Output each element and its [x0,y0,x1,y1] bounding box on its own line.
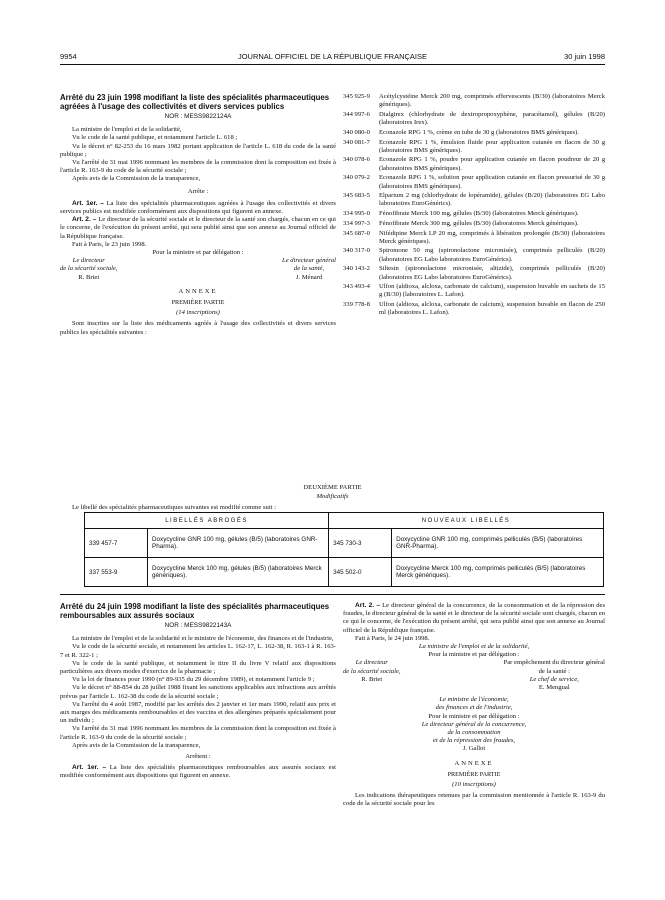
para: Vu l'arrêté du 31 mai 1996 nommant les membres de la commission dont la composition est fixée à l'article R. 163-9 du code de la sécurité sociale ; [60,159,336,175]
col-new-header: NOUVEAUX LIBELLÉS [329,513,604,529]
page-header [60,52,605,64]
cip-code: 334 995-0 [343,210,370,218]
para: Vu le décret n° 88-854 du 28 juillet 1988 fixant les sanctions applicables aux infractions aux arrêtés prévus par l'article L. 162-38 du code de la sécurité sociale ; [60,684,336,700]
para: La ministre de l'emploi et de la solidarité et le ministre de l'économie, des finances et de l'industrie, [72,635,334,643]
modifications-table [84,512,604,587]
arrete-2-continued [343,602,605,809]
annexe-heading: ANNEXE [178,287,218,295]
cip-code: 339 778-8 [343,301,370,309]
cip-code: 344 997-6 [343,110,370,118]
arrete-2-title: Arrêté du 24 juin 1998 modifiant la liste des spécialités pharmaceutiques remboursables aux assurés sociaux [60,602,330,620]
cip-code: 334 997-3 [343,219,370,227]
signatures: Le directeur de la sécurité sociale, R. Briet Le directeur général de la santé, J. Ménard [60,257,336,281]
list-item [343,247,605,263]
list-item [343,156,605,172]
cip-code: 345 687-0 [343,229,370,237]
para: Vu le code de la sécurité sociale, et notamment les articles L. 162-17, L. 162-38, R. 163-1 à R. 163-7 et R. 322-1 ; [60,643,336,659]
cip-code: 340 143-2 [343,265,370,273]
cip-code: 340 081-7 [343,138,370,146]
article-1: Art. 1er. – La liste des spécialités pharmaceutiques agréées à l'usage des collectivités et divers services publics est modifiée conformément aux dispositions qui figurent en annexe. [60,199,336,216]
list-item [343,111,605,127]
product-description: Acétylcystéine Merck 200 mg, comprimés effervescents (B/30) (laboratoires Merck génériques). [379,93,605,109]
header-rule [60,64,605,65]
part2-intro: Le libellé des spécialités pharmaceutiques suivantes est modifié comme suit : [72,504,276,511]
done-at: Fait à Paris, le 23 juin 1998. [72,240,147,248]
product-description: Elparium 2 mg (chlorhydrate de lopéramide), gélules (B/20) (laboratoires EG Labo laboratoires EuroGénérics). [379,192,605,208]
article-1: Art. 1er. – La liste des spécialités pharmaceutiques remboursables aux assurés sociaux est modifiée conformément aux dispositions qui figurent en annexe. [60,764,336,780]
para: Vu la loi de finances pour 1990 (n° 89-935 du 29 décembre 1989), et notamment l'article 9 ; [72,676,315,684]
list-item [343,129,605,137]
para: Vu l'arrêté du 4 août 1987, modifié par les arrêtés des 2 janvier et 1er mars 1990, relatif aux prix et aux marges des médicaments remboursables et des vaccins et des allergènes préparés spécialement pour un individu ; [60,700,336,725]
list-item [343,265,605,281]
article-2: Art. 2. – Le directeur général de la concurrence, de la consommation et de la répression des fraudes, le directeur général de la santé et le directeur de la sécurité sociale sont chargés, chacun en ce qui le concerne, de l'exécution du présent arrêté, qui sera publié ainsi que son annexe au Journal officiel de la République française. [343,602,606,634]
cip-code: 340 079-2 [343,174,370,182]
product-description: Nifédipine Merck LP 20 mg, comprimés à libération prolongée (B/30) (laboratoires Merck génériques). [379,229,605,245]
signatory-name: E. Mengual [538,684,570,692]
minister-title: La ministre de l'emploi et de la solidarité, [418,643,530,651]
list-item [343,230,605,246]
signatory-name: R. Briet [78,273,100,281]
product-description: Ulfon (aldioxa, alcloxa, carbonate de calcium), suspension buvable en sachets de 15 g (B/30) (laboratoires L. Lafon). [379,283,605,299]
part2-subheading: Modificatifs [316,493,349,500]
done-at: Fait à Paris, le 24 juin 1998. [355,634,430,642]
para: Vu le code de la santé publique, et notamment l'article L. 618 ; [72,134,238,142]
list-item [343,283,605,299]
signatory-name: J. Ménard [295,273,323,281]
para: La ministre de l'emploi et de la solidarité, [72,126,182,134]
minister-2: Le ministre de l'économie, des finances et de l'industrie, Pour le ministre et par délégation : Le directeur général de la concurrence, de la consommation et de la répression des fraudes, J. Gallot [343,696,605,753]
arrete-1-nor: NOR : MESS9822124A [164,113,232,120]
product-description: Fénofibrate Merck 100 mg, gélules (B/30) (laboratoires Merck génériques). [379,210,579,218]
signatory-name: R. Briet [361,675,383,683]
part-heading: PREMIÈRE PARTIE [447,770,501,778]
product-description: Spiromone 50 mg (spironolactone micronisée), comprimés pelliculés (B/20) (laboratoires EG Labo laboratoires EuroGénérics). [379,247,605,263]
cip-code: 345 925-9 [343,93,370,100]
para: Vu le code de la santé publique, et notamment le titre II du livre V relatif aux dispositions particulières aux divers modes d'exercice de la pharmacie ; [60,659,336,676]
delegation: Pour la ministre et par délégation : [152,249,244,257]
annexe-intro: Les indications thérapeutiques retenues par la commission mentionnée à l'article R. 163-9 du code de la sécurité sociale pour les [343,792,605,808]
para: Après avis de la Commission de la transparence, [72,741,201,749]
product-description: Dialgirex (chlorhydrate de dextropropoxyphène, paracétamol), gélules (B/20) (laboratoires Irex). [379,110,605,127]
cip-code: 340 078-6 [343,156,370,164]
delegation: Pour la ministre et par délégation : [428,651,520,659]
signatures: Le directeur de la sécurité sociale, R. Briet Par empêchement du directeur général de la santé : Le chef de service, E. Mengual [343,659,605,692]
product-description: Fénofibrate Merck 300 mg, gélules (B/30) (laboratoires Merck génériques). [379,219,579,227]
journal-title: JOURNAL OFFICIEL DE LA RÉPUBLIQUE FRANÇAISE [237,52,428,61]
para: Vu le décret n° 82-253 du 16 mars 1982 portant application de l'article L. 618 du code de la santé publique ; [60,142,336,158]
arrete-2 [60,602,336,781]
product-description: Ulfon (aldioxa, alcloxa, carbonate de calcium), suspension buvable en flacon de 250 ml (laboratoires L. Lafon). [379,301,605,317]
arrete-word: Arrête : [187,187,209,195]
table-row: 337 553-9 Doxycycline Merck 100 mg, gélules (B/5) (laboratoires Merck génériques). 345 502-0 Doxycycline Merck 100 mg, comprimés pelliculés (B/5) (laboratoires Merck génériques). [85,558,604,587]
arrete-1-title: Arrêté du 23 juin 1998 modifiant la liste des spécialités pharmaceutiques agréées à l'usage des collectivités et divers services publics [60,93,330,111]
col-old-header: LIBELLÉS ABROGÉS [85,513,329,529]
list-item [343,301,605,317]
list-item [343,210,605,218]
cip-code: 340 317-0 [343,247,370,255]
para: Vu l'arrêté du 31 mai 1996 nommant les membres de la commission dont la composition est fixée à l'article R. 163-9 du code de la sécurité sociale ; [60,725,336,741]
list-item [343,139,605,155]
article-2: Art. 2. – Le directeur de la sécurité sociale et le directeur de la santé son chargés, chacun en ce qui le concerne, de l'exécution du présent arrêté, qui sera publié ainsi que son annexe au Journal officiel de la République française. [60,216,337,240]
annexe-heading: ANNEXE [454,759,494,767]
list-item [343,220,605,228]
inscriptions-count: (10 inscriptions) [452,781,496,789]
cip-code: 340 080-0 [343,128,370,136]
cip-code: 345 683-5 [343,192,370,200]
product-description: Econazole RPG 1 %, crème en tube de 30 g (laboratoires BMS génériques). [379,128,579,136]
arretent-word: Arrêtent : [185,753,211,761]
para: Après avis de la Commission de la transparence, [72,175,201,183]
cip-code: 343 493-4 [343,283,370,291]
part-heading: PREMIÈRE PARTIE [171,299,225,307]
part2-heading: DEUXIÈME PARTIE [303,484,362,491]
signatory-name: J. Gallot [462,745,486,753]
arrete-2-nor: NOR : MESS9822143A [164,622,232,629]
list-item [343,174,605,190]
product-description: Siltesin (spironolactone micronisée, altizide), comprimés pelliculés (B/20) (laboratoires EG Labo laboratoires EuroGénérics). [379,265,605,281]
list-item [343,93,605,109]
page-number: 9954 [60,52,77,61]
inscription-list [343,93,605,319]
issue-date: 30 juin 1998 [564,52,605,61]
product-description: Econazole RPG 1 %, solution pour application cutanée en flacon pressurisé de 30 g (laboratoires BMS génériques). [379,174,605,190]
product-description: Econazole RPG 1 %, émulsion fluide pour application cutanée en flacon de 30 g (laboratoires BMS génériques). [379,138,605,154]
arrete-1 [60,93,336,337]
list-item [343,192,605,208]
section-rule [60,594,605,595]
inscriptions-count: (14 inscriptions) [176,309,220,317]
table-row: 339 457-7 Doxycycline GNR 100 mg, gélules (B/5) (laboratoires GNR-Pharma). 345 730-3 Doxycycline GNR 100 mg, comprimés pelliculés (B/5) (laboratoires GNR-Pharma). [85,529,604,558]
product-description: Econazole RPG 1 %, poudre pour application cutanée en flacon poudreur de 20 g (laboratoires BMS génériques). [379,156,605,172]
annexe-intro: Sont inscrites sur la liste des médicaments agréés à l'usage des collectivités et divers services publics les spécialités suivantes : [60,320,336,336]
